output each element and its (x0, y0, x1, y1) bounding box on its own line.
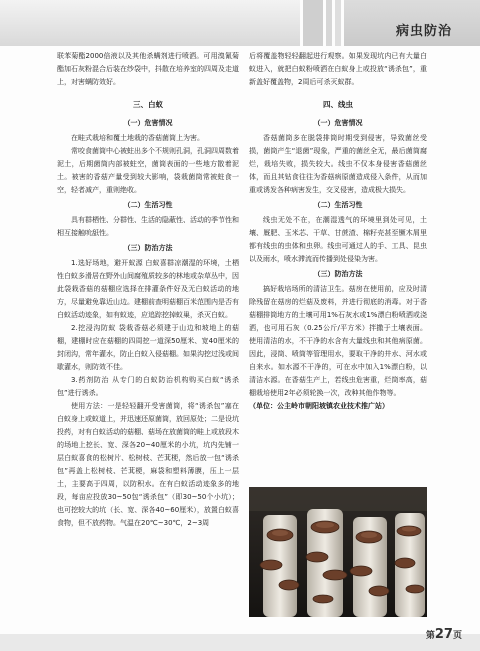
subheading-damage: （一）危害情况 (123, 119, 173, 127)
section-heading-termites: 三、白蚁 (133, 100, 163, 109)
mushroom-photo-illustration (249, 487, 427, 617)
section-title: 病虫防治 (395, 24, 452, 39)
paragraph: 常咬食菌筒中心被蛀出多个不规则孔洞，孔洞四周数着泥土，后期菌筒内部被蛀空，菌筒表面的一些地方散着泥土。被害的香菇产量受到较大影响，袋栽菌筒常被蛀食一空，轻者减产，重则绝收。 (57, 147, 239, 194)
paragraph: 在畦式栽培和覆土地栽的香菇菌筒上为害。 (71, 134, 204, 142)
intro-paragraph: 联苯菊酯2000倍液以及其他杀螨剂进行喷洒。可用溴氰菊酯加石灰粉混合后装在纱袋中，抖散在培养室的四周及走道上，对害螨防效好。 (57, 52, 239, 86)
header-bar-1 (0, 0, 300, 46)
source-note: （单位：公主岭市朝阳坡镇农业技术推广站） (249, 402, 389, 410)
header-bar-3 (326, 0, 332, 46)
intro-paragraph: 后将覆盖物轻轻翻起进行观察。如果发现坑内已有大量白蚁进入，就把白蚁粉喷洒在白蚁身上或投放“诱杀包”，重新盖好覆盖物，2周后可杀灭蚁群。 (249, 52, 427, 86)
header-bar-2 (303, 0, 323, 46)
paragraph: 搞好栽培场所的清洁卫生。菇房在使用前，应及时清除残留在菇房的烂菇及废料，并进行彻底的消毒。对于香菇棚排筒地方的土壤可用1%石灰水或1%漂白粉喷洒或浇洒，也可用石灰（0.25公斤/平方米）拌撒于土壤表面。使用清洁的水，不干净的水含有大量线虫和其他病原菌。因此，浸筒、喷筒等管理用水，要取干净的井水、河水或自来水。如水源不干净的，可在水中加入1%漂白粉，以清洁水源。在香菇生产上，若线虫危害重，烂筒率高，菇棚栽培使用2年必须轮换一次，改种其他作物等。 (249, 285, 427, 397)
page-number: 第27页 (425, 627, 462, 642)
paragraph: 香菇菌筒多在脱袋排筒时期受到侵害，导致菌丝受损，菌筒产生“退菌”现象，严重的菌丝全无，最后菌筒腐烂，栽培失败，损失较大。线虫不仅本身侵害香菇菌丝体，而且其钻食往往为香菇病原菌造成侵入条件，从而加重或诱发各种病害发生，交叉侵害，造成极大损失。 (249, 134, 427, 194)
header-bar-4 (335, 0, 341, 46)
subheading-habits: （二）生活习性 (313, 201, 363, 209)
paragraph: 3.药剂防治 从专门的白蚁防治机构购买白蚁“诱杀包”进行诱杀。 (57, 376, 239, 397)
subheading-control: （三）防治方法 (313, 270, 363, 278)
paragraph: 2.挖浸沟防蚁 袋栽香菇必须建于山边和坡地上的菇棚，建棚时应在菇棚的四周挖一道深50厘米、宽40厘米的封闭沟，常年灌水，防止白蚁入侵菇棚。如果沟挖过浅或间歇灌水，则防效不佳。 (57, 324, 239, 371)
left-column (57, 50, 239, 530)
subheading-habits: （二）生活习性 (123, 201, 173, 209)
footer-bar (0, 634, 480, 651)
paragraph: 使用方法：一是轻轻翻开受害菌筒，将“诱杀包”塞在白蚁身上或蚁道上，并迅速还原菌筒，放回原处；二是设坑投药，对有白蚁活动的菇棚、菇场在放菌筒的畦上或放段木的场地上挖长、宽、深各20~40厘米的小坑，坑内先铺一层白蚁喜食的松树片、松树枝、芒萁梗，然后放一包“诱杀包”再盖上松树枝、芒萁梗，麻袋和塑料薄膜，压上一层土，主要高于四周，以防积水。在有白蚁活动迹象多的地段，每亩应投放30~50包“诱杀包”（即30~50个小坑）；也可挖较大的坑（长、宽、深各40~60厘米），放置白蚁喜食物，但不放药物。气温在20℃~30℃，2~3周 (57, 402, 239, 527)
right-column (249, 50, 427, 413)
page-header (0, 0, 480, 46)
paragraph: 线虫无处不在，在潮湿透气的环境里到处可见，土壤、厩肥、玉米芯、干草、甘蔗渣、棉籽壳甚至镢木屑里都有线虫的虫体和虫卵。线虫可通过人的手、工具、昆虫以及雨水，喷水滞流而传播到处侵染为害。 (249, 216, 427, 263)
paragraph: 具有群栖性、分群性、生活的隐蔽性、活动的季节性和相互接触吮舐性。 (57, 216, 239, 237)
subheading-control: （三）防治方法 (123, 244, 173, 252)
mushroom-photo (249, 487, 427, 617)
section-heading-nematodes: 四、线虫 (323, 100, 353, 109)
subheading-damage: （一）危害情况 (313, 119, 363, 127)
paragraph: 1.选好场地，避开蚁源 白蚁喜群凉潮湿的环境，土栖性白蚁多滑居在野外山间腐殖质较多的林地或杂草丛中，因此袋栽香菇的菇棚应选择在排灌条件好及无白蚁活动的地方，尽量避免靠近山边。建棚前查明菇棚百米范围内是否有白蚁活动迹象，如有蚁迹，应追踪挖掉蚁巢，杀灭白蚁。 (57, 259, 239, 319)
